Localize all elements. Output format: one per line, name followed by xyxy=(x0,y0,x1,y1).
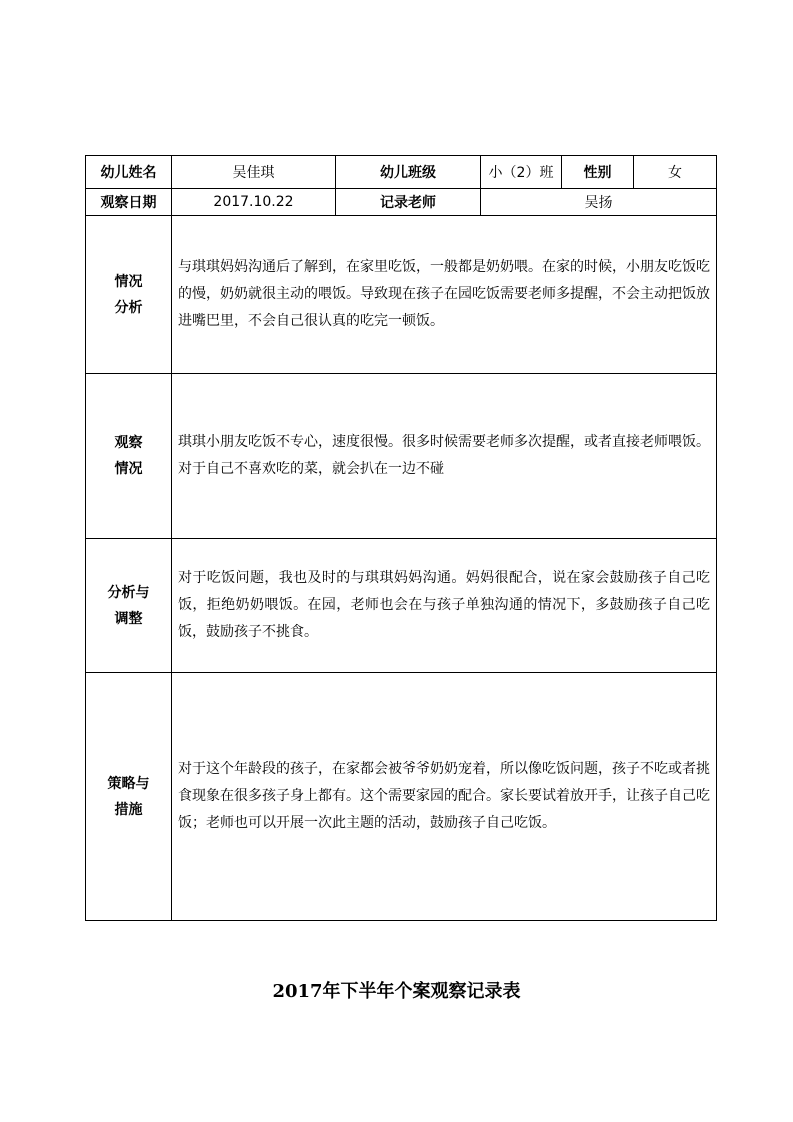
section-label-line1: 观察 xyxy=(114,435,143,451)
section-label-line2: 调整 xyxy=(114,610,143,627)
section-label-line1: 策略与 xyxy=(107,775,150,792)
section-text: 琪琪小朋友吃饭不专心，速度很慢。很多时候需要老师多次提醒，或者直接老师喂饭。对于自己不喜欢吃的菜，就会扒在一边不碰 xyxy=(172,374,717,539)
section-label xyxy=(86,216,172,374)
section-label xyxy=(86,539,172,673)
section-label xyxy=(86,673,172,921)
teacher-value: 吴扬 xyxy=(481,189,717,216)
section-row-strategy xyxy=(86,673,717,921)
gender-label: 性别 xyxy=(562,156,634,189)
name-label: 幼儿姓名 xyxy=(86,156,172,189)
header-row-1 xyxy=(86,156,717,189)
class-label: 幼儿班级 xyxy=(336,156,481,189)
form-title: 2017年下半年个案观察记录表 xyxy=(272,981,521,1002)
section-label-line1: 分析与 xyxy=(107,584,150,601)
class-value: 小（2）班 xyxy=(481,156,562,189)
section-label-line1: 情况 xyxy=(114,273,143,290)
section-text: 对于吃饭问题，我也及时的与琪琪妈妈沟通。妈妈很配合，说在家会鼓励孩子自己吃饭，拒绝奶奶喂饭。在园，老师也会在与孩子单独沟通的情况下，多鼓励孩子自己吃饭，鼓励孩子不挑食。 xyxy=(172,539,717,673)
section-row-observation xyxy=(86,374,717,539)
section-text: 与琪琪妈妈沟通后了解到，在家里吃饭，一般都是奶奶喂。在家的时候，小朋友吃饭吃的慢，奶奶就很主动的喂饭。导致现在孩子在园吃饭需要老师多提醒，不会主动把饭放进嘴巴里，不会自己很认真的吃完一顿饭。 xyxy=(172,216,717,374)
gender-value: 女 xyxy=(634,156,717,189)
name-value: 吴佳琪 xyxy=(172,156,336,189)
section-label-line2: 措施 xyxy=(114,801,143,818)
header-row-2 xyxy=(86,189,717,216)
teacher-label: 记录老师 xyxy=(336,189,481,216)
section-text: 对于这个年龄段的孩子，在家都会被爷爷奶奶宠着，所以像吃饭问题，孩子不吃或者挑食现象在很多孩子身上都有。这个需要家园的配合。家长要试着放开手，让孩子自己吃饭；老师也可以开展一次此主题的活动，鼓励孩子自己吃饭。 xyxy=(172,673,717,921)
section-row-situation xyxy=(86,216,717,374)
section-label xyxy=(86,374,172,539)
section-row-analysis xyxy=(86,539,717,673)
section-label-line2: 情况 xyxy=(114,461,143,477)
date-value: 2017.10.22 xyxy=(172,189,336,216)
section-label-line2: 分析 xyxy=(114,299,143,316)
observation-form-table xyxy=(85,155,717,921)
date-label: 观察日期 xyxy=(86,189,172,216)
